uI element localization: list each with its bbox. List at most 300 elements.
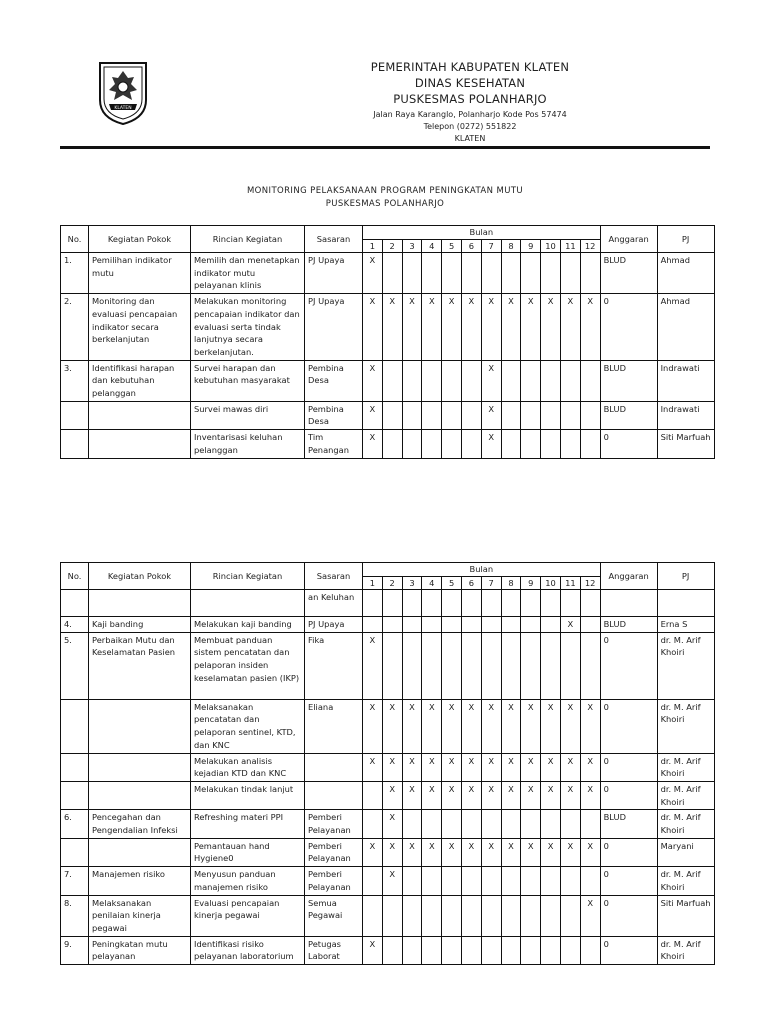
- col-bulan: Bulan: [363, 563, 601, 577]
- cell-month-mark: [461, 401, 481, 429]
- cell-no: 7.: [61, 867, 89, 895]
- cell-month-mark: X: [402, 753, 422, 781]
- cell-month-mark: X: [481, 401, 501, 429]
- cell-kegiatan: Pencegahan dan Pengendalian Infeksi: [89, 810, 191, 838]
- header-puskesmas: PUSKESMAS POLANHARJO: [393, 92, 547, 106]
- cell-month-mark: [481, 617, 501, 633]
- cell-month-mark: [402, 360, 422, 401]
- monitoring-table-page2: [60, 562, 715, 965]
- cell-month-mark: [461, 360, 481, 401]
- cell-pj: Maryani: [657, 838, 714, 866]
- cell-month-mark: [402, 936, 422, 964]
- cell-month-mark: [382, 617, 402, 633]
- cell-month-mark: X: [580, 294, 600, 361]
- cell-month-mark: [501, 936, 521, 964]
- cell-kegiatan: [89, 838, 191, 866]
- cell-kegiatan: [89, 590, 191, 617]
- table-row: [61, 838, 715, 866]
- cell-month-mark: [382, 360, 402, 401]
- cell-month-mark: [481, 810, 501, 838]
- cell-month-mark: X: [541, 699, 561, 753]
- cell-month-mark: [521, 401, 541, 429]
- cell-month-mark: [541, 810, 561, 838]
- col-month: 12: [580, 577, 600, 590]
- col-anggaran: Anggaran: [600, 226, 657, 253]
- cell-rincian: Survei harapan dan kebutuhan masyarakat: [191, 360, 305, 401]
- table-row: [61, 810, 715, 838]
- cell-month-mark: [560, 936, 580, 964]
- cell-month-mark: [521, 632, 541, 699]
- cell-month-mark: [402, 401, 422, 429]
- cell-month-mark: X: [363, 632, 383, 699]
- cell-month-mark: X: [363, 294, 383, 361]
- table-row: [61, 632, 715, 699]
- cell-anggaran: 0: [600, 867, 657, 895]
- cell-no: 2.: [61, 294, 89, 361]
- header-city: KLATEN: [454, 134, 486, 143]
- cell-month-mark: [560, 360, 580, 401]
- cell-no: 9.: [61, 936, 89, 964]
- cell-month-mark: X: [363, 838, 383, 866]
- col-kegiatan-pokok: Kegiatan Pokok: [89, 563, 191, 590]
- cell-month-mark: X: [521, 753, 541, 781]
- cell-month-mark: X: [481, 430, 501, 458]
- cell-month-mark: [363, 895, 383, 936]
- cell-anggaran: BLUD: [600, 401, 657, 429]
- cell-month-mark: [560, 590, 580, 617]
- cell-sasaran: [305, 753, 363, 781]
- cell-kegiatan: [89, 753, 191, 781]
- cell-month-mark: [541, 632, 561, 699]
- cell-anggaran: 0: [600, 294, 657, 361]
- cell-pj: Indrawati: [657, 360, 714, 401]
- cell-anggaran: 0: [600, 430, 657, 458]
- col-rincian-kegiatan: Rincian Kegiatan: [191, 226, 305, 253]
- cell-month-mark: [402, 430, 422, 458]
- cell-anggaran: BLUD: [600, 253, 657, 294]
- cell-kegiatan: [89, 781, 191, 809]
- col-month: 6: [461, 577, 481, 590]
- col-month: 5: [442, 577, 462, 590]
- cell-month-mark: X: [560, 294, 580, 361]
- cell-month-mark: [501, 895, 521, 936]
- cell-month-mark: X: [541, 294, 561, 361]
- cell-anggaran: 0: [600, 936, 657, 964]
- cell-anggaran: 0: [600, 838, 657, 866]
- col-sasaran: Sasaran: [305, 226, 363, 253]
- cell-month-mark: X: [382, 810, 402, 838]
- col-month: 5: [442, 240, 462, 253]
- cell-month-mark: X: [382, 753, 402, 781]
- cell-rincian: Pemantauan hand Hygiene0: [191, 838, 305, 866]
- cell-month-mark: X: [560, 699, 580, 753]
- cell-sasaran: Petugas Laborat: [305, 936, 363, 964]
- cell-no: 8.: [61, 895, 89, 936]
- cell-month-mark: [422, 430, 442, 458]
- col-month: 9: [521, 577, 541, 590]
- cell-no: [61, 699, 89, 753]
- cell-month-mark: X: [501, 294, 521, 361]
- cell-month-mark: X: [501, 838, 521, 866]
- header-department: DINAS KESEHATAN: [414, 76, 526, 90]
- cell-month-mark: [560, 401, 580, 429]
- cell-month-mark: [521, 430, 541, 458]
- cell-month-mark: [402, 895, 422, 936]
- cell-kegiatan: Melaksanakan penilaian kinerja pegawai: [89, 895, 191, 936]
- table-row: [61, 617, 715, 633]
- col-sasaran: Sasaran: [305, 563, 363, 590]
- cell-month-mark: X: [382, 781, 402, 809]
- cell-kegiatan: Monitoring dan evaluasi pencapaian indikator secara berkelanjutan: [89, 294, 191, 361]
- cell-rincian: Melakukan kaji banding: [191, 617, 305, 633]
- cell-kegiatan: [89, 699, 191, 753]
- cell-month-mark: [461, 590, 481, 617]
- svg-text:KLATEN: KLATEN: [114, 106, 132, 111]
- cell-month-mark: X: [382, 699, 402, 753]
- cell-month-mark: [442, 936, 462, 964]
- cell-rincian: Survei mawas diri: [191, 401, 305, 429]
- cell-month-mark: X: [580, 753, 600, 781]
- table-row: [61, 294, 715, 361]
- cell-month-mark: [481, 936, 501, 964]
- col-month: 8: [501, 577, 521, 590]
- cell-pj: Siti Marfuah: [657, 430, 714, 458]
- cell-month-mark: X: [402, 699, 422, 753]
- cell-sasaran: PJ Upaya: [305, 617, 363, 633]
- cell-month-mark: [521, 617, 541, 633]
- cell-month-mark: X: [382, 294, 402, 361]
- cell-rincian: Memilih dan menetapkan indikator mutu pelayanan klinis: [191, 253, 305, 294]
- cell-month-mark: X: [580, 895, 600, 936]
- header-address: Jalan Raya Karanglo, Polanharjo Kode Pos 57474: [373, 110, 567, 119]
- cell-month-mark: [481, 867, 501, 895]
- cell-no: [61, 430, 89, 458]
- cell-month-mark: [461, 936, 481, 964]
- cell-month-mark: [461, 430, 481, 458]
- cell-month-mark: [501, 430, 521, 458]
- cell-month-mark: [442, 617, 462, 633]
- header-government: PEMERINTAH KABUPATEN KLATEN: [370, 60, 570, 74]
- cell-month-mark: [402, 253, 422, 294]
- cell-month-mark: X: [481, 753, 501, 781]
- cell-month-mark: X: [363, 430, 383, 458]
- cell-month-mark: X: [521, 294, 541, 361]
- cell-sasaran: Fika: [305, 632, 363, 699]
- col-month: 10: [541, 240, 561, 253]
- cell-month-mark: X: [422, 838, 442, 866]
- col-no: No.: [61, 226, 89, 253]
- cell-month-mark: [560, 867, 580, 895]
- cell-month-mark: [501, 590, 521, 617]
- cell-no: [61, 781, 89, 809]
- cell-month-mark: [461, 810, 481, 838]
- cell-month-mark: [422, 895, 442, 936]
- col-month: 1: [363, 577, 383, 590]
- cell-no: 1.: [61, 253, 89, 294]
- cell-no: [61, 838, 89, 866]
- letterhead-divider: [60, 146, 710, 149]
- cell-month-mark: X: [481, 838, 501, 866]
- cell-rincian: Melaksanakan pencatatan dan pelaporan sentinel, KTD, dan KNC: [191, 699, 305, 753]
- cell-month-mark: X: [521, 838, 541, 866]
- cell-month-mark: [422, 810, 442, 838]
- cell-pj: Erna S: [657, 617, 714, 633]
- cell-anggaran: 0: [600, 753, 657, 781]
- cell-month-mark: X: [560, 781, 580, 809]
- cell-month-mark: X: [541, 753, 561, 781]
- cell-anggaran: 0: [600, 699, 657, 753]
- table-row: [61, 936, 715, 964]
- cell-month-mark: [442, 253, 462, 294]
- document-title: MONITORING PELAKSANAAN PROGRAM PENINGKATAN MUTU: [246, 186, 524, 196]
- cell-month-mark: [521, 936, 541, 964]
- cell-month-mark: X: [382, 867, 402, 895]
- cell-month-mark: [580, 617, 600, 633]
- cell-month-mark: X: [580, 781, 600, 809]
- cell-month-mark: [461, 617, 481, 633]
- cell-month-mark: [442, 430, 462, 458]
- cell-rincian: Menyusun panduan manajemen risiko: [191, 867, 305, 895]
- cell-month-mark: [481, 590, 501, 617]
- cell-sasaran: Pembina Desa: [305, 401, 363, 429]
- cell-month-mark: [422, 401, 442, 429]
- cell-month-mark: X: [363, 401, 383, 429]
- col-month: 12: [580, 240, 600, 253]
- cell-kegiatan: Identifikasi harapan dan kebutuhan pelanggan: [89, 360, 191, 401]
- cell-month-mark: X: [501, 753, 521, 781]
- cell-anggaran: [600, 590, 657, 617]
- cell-sasaran: Pemberi Pelayanan: [305, 810, 363, 838]
- cell-month-mark: X: [442, 838, 462, 866]
- cell-no: 3.: [61, 360, 89, 401]
- cell-month-mark: [580, 632, 600, 699]
- cell-month-mark: X: [422, 753, 442, 781]
- cell-month-mark: X: [461, 838, 481, 866]
- cell-month-mark: [501, 632, 521, 699]
- header-phone: Telepon (0272) 551822: [423, 122, 517, 131]
- cell-month-mark: X: [422, 294, 442, 361]
- cell-month-mark: [382, 936, 402, 964]
- col-month: 9: [521, 240, 541, 253]
- cell-sasaran: [305, 781, 363, 809]
- cell-month-mark: [422, 617, 442, 633]
- cell-rincian: Melakukan analisis kejadian KTD dan KNC: [191, 753, 305, 781]
- cell-rincian: Refreshing materi PPI: [191, 810, 305, 838]
- cell-kegiatan: Perbaikan Mutu dan Keselamatan Pasien: [89, 632, 191, 699]
- cell-pj: dr. M. Arif Khoiri: [657, 867, 714, 895]
- cell-month-mark: [501, 253, 521, 294]
- cell-month-mark: X: [402, 294, 422, 361]
- cell-pj: dr. M. Arif Khoiri: [657, 936, 714, 964]
- cell-month-mark: [402, 617, 422, 633]
- cell-pj: Ahmad: [657, 253, 714, 294]
- cell-no: [61, 590, 89, 617]
- table-row: [61, 590, 715, 617]
- cell-month-mark: [580, 936, 600, 964]
- cell-month-mark: [363, 810, 383, 838]
- col-pj: PJ: [657, 226, 714, 253]
- cell-no: 6.: [61, 810, 89, 838]
- col-month: 7: [481, 577, 501, 590]
- cell-month-mark: [541, 430, 561, 458]
- cell-month-mark: [580, 360, 600, 401]
- cell-month-mark: X: [481, 294, 501, 361]
- cell-kegiatan: Kaji banding: [89, 617, 191, 633]
- cell-month-mark: X: [560, 617, 580, 633]
- cell-rincian: Melakukan monitoring pencapaian indikator dan evaluasi serta tindak lanjutnya secara berkelanjutan.: [191, 294, 305, 361]
- cell-month-mark: X: [580, 699, 600, 753]
- col-anggaran: Anggaran: [600, 563, 657, 590]
- col-month: 3: [402, 240, 422, 253]
- table-row: [61, 253, 715, 294]
- cell-month-mark: [521, 590, 541, 617]
- cell-month-mark: [461, 895, 481, 936]
- document-subtitle: PUSKESMAS POLANHARJO: [325, 199, 445, 209]
- col-pj: PJ: [657, 563, 714, 590]
- cell-month-mark: [560, 810, 580, 838]
- cell-month-mark: X: [461, 699, 481, 753]
- cell-month-mark: [541, 867, 561, 895]
- cell-month-mark: [541, 590, 561, 617]
- cell-month-mark: X: [461, 753, 481, 781]
- cell-anggaran: 0: [600, 781, 657, 809]
- cell-month-mark: [481, 895, 501, 936]
- cell-month-mark: [422, 253, 442, 294]
- cell-month-mark: X: [481, 699, 501, 753]
- cell-sasaran: Pemberi Pelayanan: [305, 838, 363, 866]
- cell-month-mark: [580, 401, 600, 429]
- table-row: [61, 430, 715, 458]
- col-no: No.: [61, 563, 89, 590]
- cell-month-mark: [560, 430, 580, 458]
- cell-month-mark: [363, 590, 383, 617]
- cell-month-mark: [580, 590, 600, 617]
- cell-month-mark: [382, 401, 402, 429]
- cell-month-mark: X: [422, 699, 442, 753]
- cell-month-mark: [580, 253, 600, 294]
- col-month: 11: [560, 240, 580, 253]
- cell-month-mark: X: [363, 936, 383, 964]
- cell-month-mark: [422, 590, 442, 617]
- col-month: 1: [363, 240, 383, 253]
- cell-month-mark: [363, 617, 383, 633]
- col-month: 10: [541, 577, 561, 590]
- cell-anggaran: 0: [600, 895, 657, 936]
- cell-month-mark: X: [402, 781, 422, 809]
- cell-month-mark: X: [560, 838, 580, 866]
- cell-month-mark: X: [461, 781, 481, 809]
- cell-month-mark: [402, 590, 422, 617]
- col-bulan: Bulan: [363, 226, 601, 240]
- cell-rincian: Evaluasi pencapaian kinerja pegawai: [191, 895, 305, 936]
- table-row: [61, 781, 715, 809]
- cell-month-mark: [442, 867, 462, 895]
- cell-month-mark: X: [382, 838, 402, 866]
- cell-month-mark: [422, 936, 442, 964]
- cell-month-mark: [481, 253, 501, 294]
- cell-month-mark: [402, 810, 422, 838]
- cell-pj: Indrawati: [657, 401, 714, 429]
- cell-month-mark: X: [422, 781, 442, 809]
- cell-month-mark: X: [560, 753, 580, 781]
- cell-month-mark: [501, 810, 521, 838]
- cell-month-mark: [501, 360, 521, 401]
- cell-month-mark: [521, 360, 541, 401]
- cell-month-mark: [422, 360, 442, 401]
- cell-month-mark: [521, 895, 541, 936]
- cell-month-mark: [541, 360, 561, 401]
- cell-month-mark: [521, 867, 541, 895]
- cell-pj: dr. M. Arif Khoiri: [657, 632, 714, 699]
- cell-month-mark: [461, 632, 481, 699]
- cell-sasaran: Eliana: [305, 699, 363, 753]
- cell-month-mark: [442, 360, 462, 401]
- table-header-row: [61, 226, 715, 240]
- cell-month-mark: [501, 617, 521, 633]
- cell-sasaran: PJ Upaya: [305, 253, 363, 294]
- cell-month-mark: [382, 590, 402, 617]
- cell-month-mark: [363, 781, 383, 809]
- klaten-regency-emblem: [97, 60, 149, 126]
- cell-month-mark: [501, 867, 521, 895]
- cell-month-mark: [501, 401, 521, 429]
- cell-rincian: Melakukan tindak lanjut: [191, 781, 305, 809]
- cell-month-mark: X: [481, 781, 501, 809]
- cell-sasaran: PJ Upaya: [305, 294, 363, 361]
- col-month: 8: [501, 240, 521, 253]
- cell-no: [61, 753, 89, 781]
- cell-pj: dr. M. Arif Khoiri: [657, 753, 714, 781]
- cell-month-mark: [481, 632, 501, 699]
- col-rincian-kegiatan: Rincian Kegiatan: [191, 563, 305, 590]
- cell-month-mark: [541, 617, 561, 633]
- cell-month-mark: X: [541, 838, 561, 866]
- cell-month-mark: [560, 895, 580, 936]
- table-row: [61, 895, 715, 936]
- col-month: 7: [481, 240, 501, 253]
- cell-month-mark: X: [402, 838, 422, 866]
- cell-month-mark: X: [521, 699, 541, 753]
- cell-month-mark: X: [442, 781, 462, 809]
- col-kegiatan-pokok: Kegiatan Pokok: [89, 226, 191, 253]
- cell-sasaran: Semua Pegawai: [305, 895, 363, 936]
- cell-month-mark: [521, 253, 541, 294]
- cell-month-mark: [382, 430, 402, 458]
- col-month: 4: [422, 577, 442, 590]
- cell-month-mark: [402, 867, 422, 895]
- cell-month-mark: [580, 810, 600, 838]
- cell-month-mark: [521, 810, 541, 838]
- cell-month-mark: [363, 867, 383, 895]
- cell-month-mark: [402, 632, 422, 699]
- monitoring-table-page1: [60, 225, 715, 459]
- cell-month-mark: [442, 632, 462, 699]
- cell-kegiatan: [89, 430, 191, 458]
- cell-pj: Siti Marfuah: [657, 895, 714, 936]
- table-row: [61, 360, 715, 401]
- cell-month-mark: X: [442, 294, 462, 361]
- cell-month-mark: X: [442, 699, 462, 753]
- cell-month-mark: [580, 867, 600, 895]
- cell-month-mark: X: [363, 699, 383, 753]
- cell-anggaran: BLUD: [600, 360, 657, 401]
- cell-sasaran: Tim Penangan: [305, 430, 363, 458]
- cell-month-mark: [541, 936, 561, 964]
- cell-kegiatan: Pemilihan indikator mutu: [89, 253, 191, 294]
- col-month: 2: [382, 240, 402, 253]
- cell-month-mark: X: [481, 360, 501, 401]
- cell-rincian: Membuat panduan sistem pencatatan dan pelaporan insiden keselamatan pasien (IKP): [191, 632, 305, 699]
